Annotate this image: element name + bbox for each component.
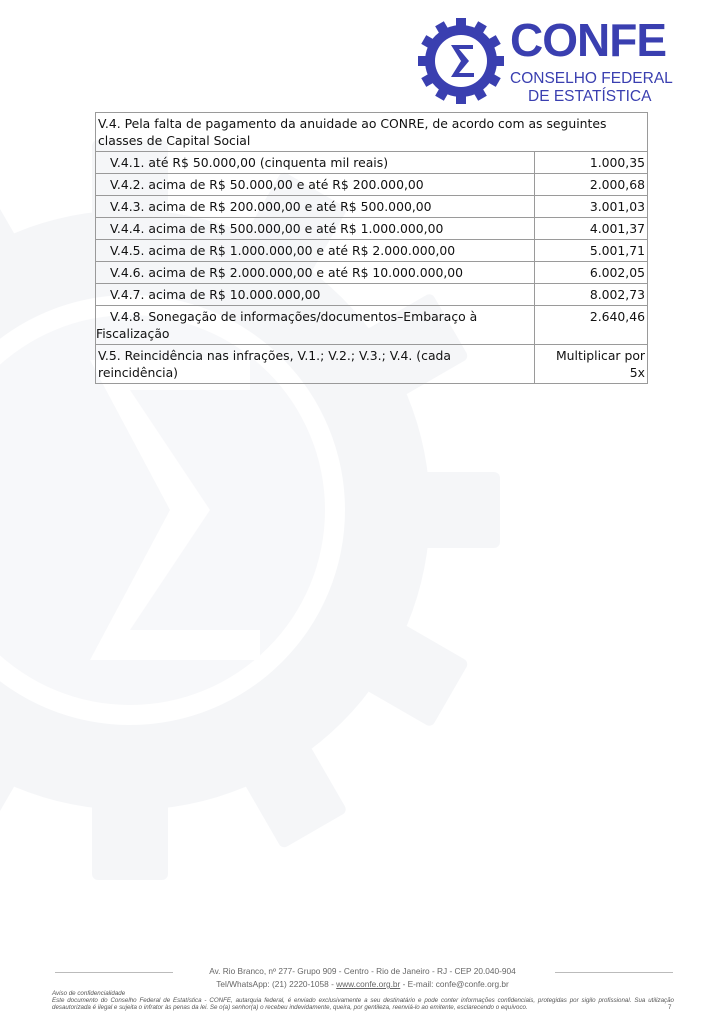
confidentiality-title: Aviso de confidencialidade [52, 990, 126, 997]
table-row [96, 345, 648, 384]
row-label: V.4.6. acima de R$ 2.000.000,00 e até R$ 10.000.000,00 [96, 262, 535, 284]
confe-logo [418, 14, 680, 106]
row-label: V.4.4. acima de R$ 500.000,00 e até R$ 1.000.000,00 [96, 218, 535, 240]
table-row [96, 240, 648, 262]
row-value: 8.002,73 [535, 284, 648, 306]
row-value: 2.000,68 [535, 174, 648, 196]
table-row [96, 306, 648, 345]
footer-phone: Tel/WhatsApp: (21) 2220-1058 - [216, 979, 337, 989]
row-value: 2.640,46 [535, 306, 648, 345]
page-number: 7 [668, 1004, 672, 1011]
table-row [96, 262, 648, 284]
row-label: V.4.8. Sonegação de informações/documentos–Embaraço à Fiscalização [96, 306, 535, 345]
section-v5-value: Multiplicar por 5x [535, 345, 648, 384]
brand-subtitle-line2: DE ESTATÍSTICA [528, 88, 652, 105]
row-value: 4.001,37 [535, 218, 648, 240]
row-value: 5.001,71 [535, 240, 648, 262]
footer-address: Av. Rio Branco, nº 277- Grupo 909 - Centro - Rio de Janeiro - RJ - CEP 20.040-904 [209, 966, 516, 976]
row-label: V.4.3. acima de R$ 200.000,00 e até R$ 500.000,00 [96, 196, 535, 218]
table-row [96, 152, 648, 174]
fees-table [95, 112, 648, 384]
section-v4-heading: V.4. Pela falta de pagamento da anuidade ao CONRE, de acordo com as seguintes classes de Capital Social [96, 113, 648, 152]
section-v5-label: V.5. Reincidência nas infrações, V.1.; V.2.; V.3.; V.4. (cada reincidência) [96, 345, 535, 384]
table-row [96, 113, 648, 152]
row-label: V.4.2. acima de R$ 50.000,00 e até R$ 200.000,00 [96, 174, 535, 196]
row-label: V.4.1. até R$ 50.000,00 (cinquenta mil reais) [96, 152, 535, 174]
table-row [96, 284, 648, 306]
row-label: V.4.7. acima de R$ 10.000.000,00 [96, 284, 535, 306]
footer-contact [0, 979, 725, 989]
table-row [96, 174, 648, 196]
sigma-gear-seal-icon [418, 18, 504, 104]
table-row [96, 218, 648, 240]
row-value: 1.000,35 [535, 152, 648, 174]
footer-email: - E-mail: confe@confe.org.br [400, 979, 509, 989]
table-row [96, 196, 648, 218]
brand-subtitle-line1: CONSELHO FEDERAL [510, 70, 673, 87]
website-link[interactable]: www.confe.org.br [336, 979, 401, 989]
brand-name: CONFE [510, 14, 666, 66]
row-value: 6.002,05 [535, 262, 648, 284]
confidentiality-notice: Este documento do Conselho Federal de Estatística - CONFE, autarquia federal, é enviado exclusivamente a seu destinatário e pode conter informações confidenciais, protegidas por sigilo profissional. Sua utilização desautorizada é ilegal e sujeita o infrator às penas da lei. Se o(a) senhor(a) o recebeu indevidamente, queira, por gentileza, reenviá-lo ao emitente, esclarecendo o equívoco. [52, 997, 674, 1011]
row-label: V.4.5. acima de R$ 1.000.000,00 e até R$ 2.000.000,00 [96, 240, 535, 262]
row-value: 3.001,03 [535, 196, 648, 218]
